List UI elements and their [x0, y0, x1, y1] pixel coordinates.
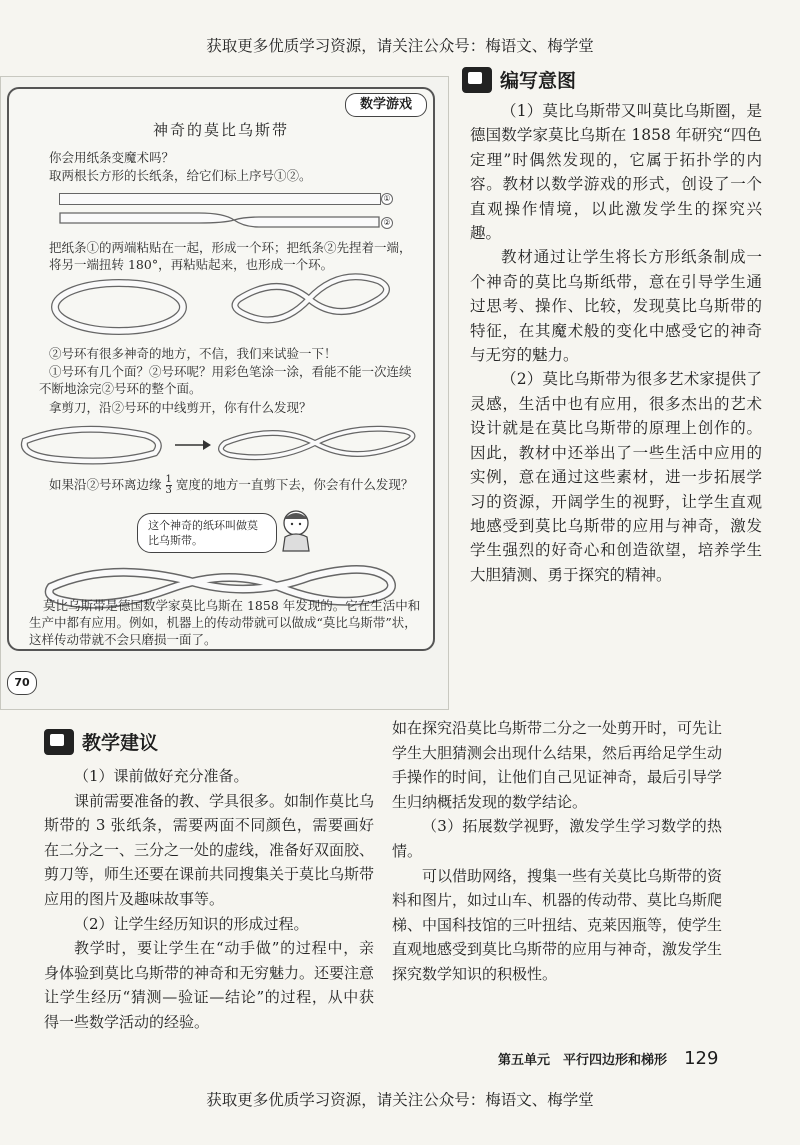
- math-game-card: [7, 87, 435, 651]
- paper-strip-1: [59, 193, 381, 205]
- teaching-right-column: [392, 716, 722, 987]
- fraction-denominator: 3: [165, 485, 172, 496]
- step-4-text: 拿剪刀，沿②号环的中线剪开，你有什么发现？: [49, 400, 312, 415]
- page-number: 129: [684, 1048, 719, 1069]
- math-game-tag: 数学游戏: [345, 93, 427, 117]
- watermark-bottom: 获取更多优质学习资源，请关注公众号：梅语文、梅学堂: [206, 1091, 594, 1109]
- teaching-l1: （1）课前做好充分准备。: [74, 767, 249, 785]
- inset-title: 神奇的莫比乌斯带: [152, 121, 289, 139]
- paper-strip-2-twisted: [59, 211, 381, 229]
- inset-page-number: 70: [7, 671, 37, 695]
- rings-illustration: [49, 269, 429, 339]
- teaching-left-column: [44, 764, 374, 1035]
- step-1-text: 把纸条①的两端粘贴在一起，形成一个环；把纸条②先捏着一端，将另一端扭转 180°，再粘贴起来，也形成一个环。: [49, 240, 412, 272]
- writing-intent-p3: （2）莫比乌斯带为很多艺术家提供了灵感，生活中也有应用，很多杰出的艺术设计就是在莫比乌斯带的原理上创作的。因此，教材中还举出了一些生活中应用的实例，意在通过这些素材，进一步拓展学习的资源，开阔学生的视野，让学生直观地感受到莫比乌斯带的应用与神奇，激发学生强烈的好奇心和创造欲望，培养学生大胆猜测、勇于探究的精神。: [470, 370, 762, 584]
- step-2-text: ②号环有很多神奇的地方，不信，我们来试验一下！: [49, 346, 337, 361]
- step-5-text-a: 如果沿②号环离边缘: [49, 477, 162, 492]
- writing-intent-header: [462, 66, 762, 93]
- teaching-r1: 如在探究沿莫比乌斯带二分之一处剪开时，可先让学生大胆猜测会出现什么结果，然后再给足学生动手操作的时间，让他们自己见证神奇，最后引导学生归纳概括发现的数学结论。: [392, 719, 723, 811]
- one-third-fraction: [166, 475, 172, 496]
- intro-line-1: 你会用纸条变魔术吗？: [49, 150, 175, 165]
- strip-label-2: ②: [381, 217, 393, 229]
- step-3-text: ①号环有几个面？②号环呢？用彩色笔涂一涂，看能不能一次连续不断地涂完②号环的整个面。: [39, 364, 412, 396]
- teaching-l4: 教学时，要让学生在“动手做”的过程中，亲身体验到莫比乌斯带的神奇和无穷魅力。还要注意让学生经历“猜测—验证—结论”的过程，从中获得一些数学活动的经验。: [44, 939, 375, 1031]
- strip-label-1: ①: [381, 193, 393, 205]
- closing-text: 莫比乌斯带是德国数学家莫比乌斯在 1858 年发现的。它在生活中和生产中都有应用。例如，机器上的传动带就可以做成“莫比乌斯带”状，这样传动带就不会只磨损一面了。: [29, 598, 421, 647]
- teaching-r3: 可以借助网络，搜集一些有关莫比乌斯带的资料和图片，如过山车、机器的传动带、莫比乌斯爬梯、中国科技馆的三叶扭结、克莱因瓶等，使学生直观地感受到莫比乌斯带的应用与神奇，激发学生探究数学知识的积极性。: [392, 866, 723, 983]
- teaching-icon: [44, 729, 74, 755]
- writing-intent-body: [462, 99, 762, 587]
- writing-intent-p1: （1）莫比乌斯带又叫莫比乌斯圈，是德国数学家莫比乌斯在 1858 年研究“四色定理”时偶然发现的，它属于拓扑学的内容。教材以数学游戏的形式，创设了一个直观操作情境，以此激发学生的探究兴趣。: [470, 102, 762, 243]
- child-character-illustration: [271, 505, 321, 555]
- writing-intent-section: [462, 66, 762, 587]
- watermark-top: 获取更多优质学习资源，请关注公众号：梅语文、梅学堂: [206, 37, 594, 55]
- step-5-text-b: 宽度的地方一直剪下去，你会有什么发现？: [175, 477, 414, 492]
- speech-bubble: 这个神奇的纸环叫做莫比乌斯带。: [137, 513, 277, 553]
- teaching-heading: 教学建议: [82, 732, 159, 754]
- step-5-text: [49, 475, 419, 496]
- chapter-label: 第五单元 平行四边形和梯形: [498, 1053, 668, 1068]
- book-icon: [462, 67, 492, 93]
- cutting-illustration: [15, 421, 425, 469]
- textbook-inset-page: [0, 76, 449, 710]
- teaching-header: [44, 728, 158, 755]
- intro-line-2: 取两根长方形的长纸条，给它们标上序号①②。: [49, 168, 312, 183]
- page-footer: [498, 1048, 718, 1069]
- paper-strips-illustration: [59, 191, 404, 235]
- fraction-numerator: 1: [165, 474, 172, 485]
- teaching-r2: （3）拓展数学视野，激发学生学习数学的热情。: [392, 817, 722, 860]
- teaching-l2: 课前需要准备的教、学具很多。如制作莫比乌斯带的 3 张纸条，需要两面不同颜色，需要画好在二分之一、三分之一处的虚线，准备好双面胶、剪刀等，师生还要在课前共同搜集关于莫比乌斯带应用的图片及趣味故事等。: [44, 791, 375, 908]
- teaching-l3: （2）让学生经历知识的形成过程。: [74, 914, 309, 933]
- writing-intent-p2: 教材通过让学生将长方形纸条制成一个神奇的莫比乌斯纸带，意在引导学生通过思考、操作、比较，发现莫比乌斯带的特征，在其魔术般的变化中感受它的神奇与无穷的魅力。: [470, 248, 762, 365]
- writing-intent-heading: 编写意图: [500, 70, 577, 92]
